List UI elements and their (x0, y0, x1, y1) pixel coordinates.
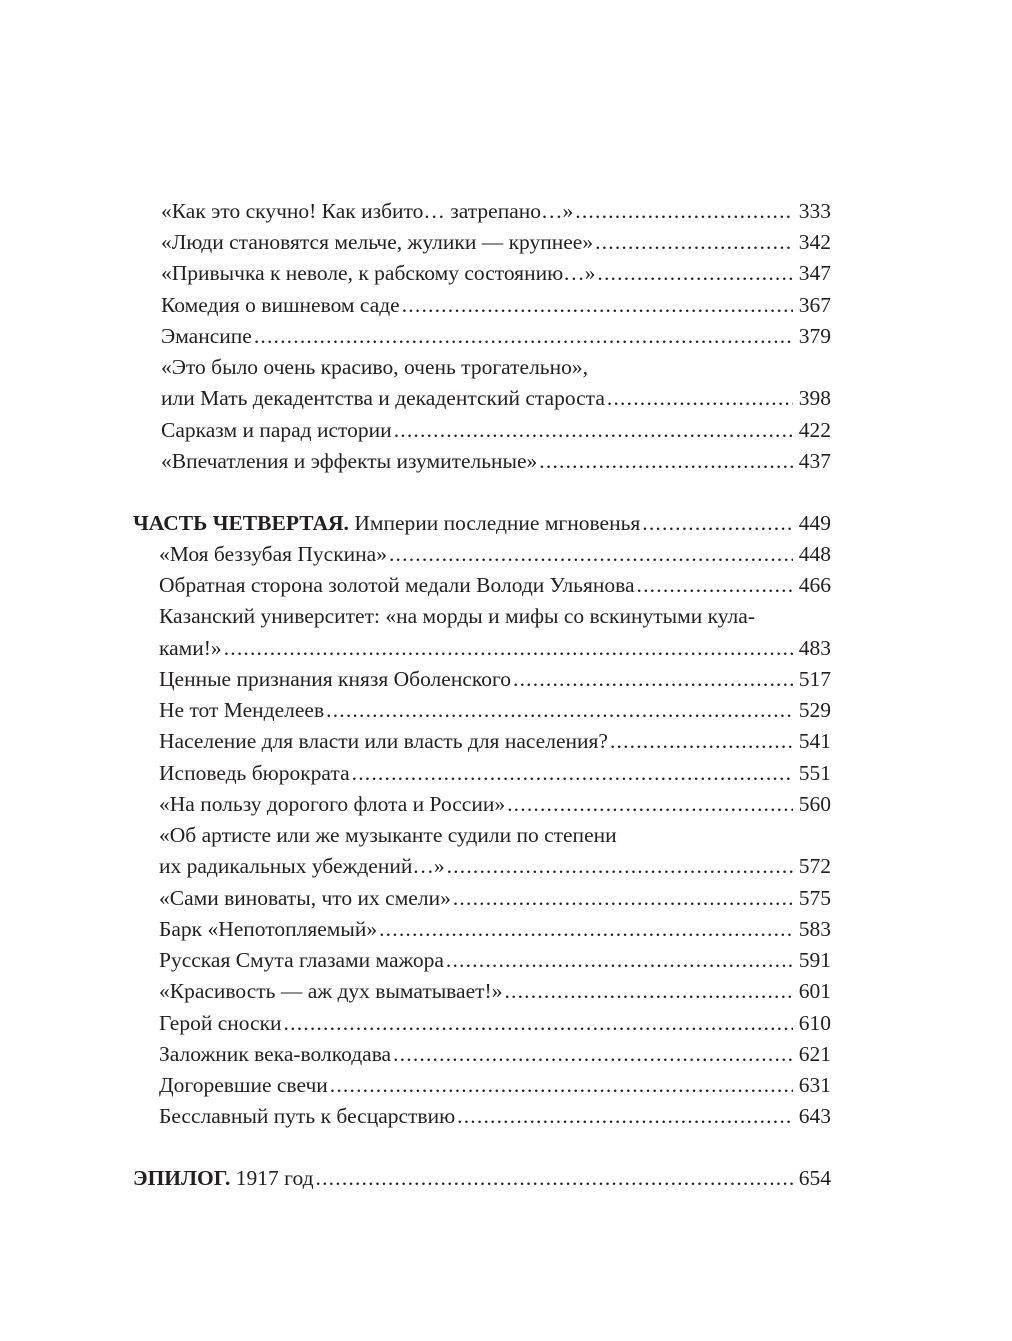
toc-entry[interactable] (159, 1039, 831, 1069)
toc-entry[interactable] (161, 196, 831, 226)
toc-entry[interactable] (159, 1008, 831, 1038)
toc-entry-title: Население для власти или власть для населения? (159, 729, 608, 753)
dot-leader (330, 1070, 793, 1100)
toc-entry[interactable] (159, 539, 831, 569)
dot-leader (446, 945, 793, 975)
toc-entry-title: Комедия о вишневом саде (161, 293, 400, 317)
toc-entry[interactable] (159, 976, 831, 1006)
toc-entry[interactable] (161, 290, 831, 320)
toc-entry-title: «Красивость — аж дух выматывает!» (159, 979, 503, 1003)
toc-entry[interactable] (161, 383, 831, 413)
toc-entry-page: 621 (798, 1042, 831, 1066)
toc-epilogue-heading[interactable] (133, 1163, 831, 1193)
toc-entry-title: «Привычка к неволе, к рабскому состоянию…» (161, 261, 596, 285)
toc-entry[interactable] (161, 415, 831, 445)
part-label: ЭПИЛОГ. (133, 1166, 231, 1190)
toc-entry-title: Сарказм и парад истории (161, 418, 392, 442)
toc-entry-title: Бесславный путь к бесцарствию (159, 1104, 456, 1128)
toc-entry[interactable] (159, 1070, 831, 1100)
toc-entry-page: 466 (798, 573, 831, 597)
dot-leader (254, 321, 793, 351)
toc-part-heading[interactable] (133, 508, 831, 538)
toc-entry-page: 517 (798, 667, 831, 691)
toc-entry-page: 654 (798, 1166, 831, 1190)
toc-entry-title: Герой сноски (159, 1011, 282, 1035)
dot-leader (453, 883, 793, 913)
toc-entry-title: 1917 год (235, 1166, 314, 1190)
toc-entry-page: 551 (798, 761, 831, 785)
dot-leader (447, 851, 793, 881)
toc-entry-page: 342 (798, 230, 831, 254)
toc-entry-title: «Как это скучно! Как избито… затрепано…» (161, 199, 574, 223)
dot-leader (326, 695, 793, 725)
part-label: ЧАСТЬ ЧЕТВЕРТАЯ. (133, 511, 349, 535)
toc-entry[interactable] (159, 789, 831, 819)
toc-entry-title: Ценные признания князя Оболенского (159, 667, 512, 691)
toc-entry-page: 591 (798, 948, 831, 972)
toc-entry[interactable] (159, 883, 831, 913)
toc-entry-page: 333 (798, 199, 831, 223)
dot-leader (637, 570, 793, 600)
toc-entry-title-line: «Об артисте или же музыканте судили по степени (159, 823, 617, 847)
toc-entry-page: 575 (798, 886, 831, 910)
toc-entry[interactable] (159, 570, 831, 600)
toc-entry-page: 483 (798, 636, 831, 660)
toc-entry-page: 572 (798, 854, 831, 878)
toc-entry[interactable] (161, 227, 831, 257)
dot-leader (513, 664, 793, 694)
toc-entry-title: Исповедь бюрократа (159, 761, 350, 785)
toc-entry-title: или Мать декадентства и декадентский староста (161, 386, 605, 410)
toc-entry-page: 379 (798, 324, 831, 348)
toc-entry-title: «Впечатления и эффекты изумительные» (161, 449, 538, 473)
dot-leader (595, 227, 793, 257)
toc-entry-page: 448 (798, 542, 831, 566)
dot-leader (539, 446, 793, 476)
dot-leader (457, 1101, 793, 1131)
toc-entry-page: 643 (798, 1104, 831, 1128)
toc-entry-title-line: «Это было очень красиво, очень трогательно», (161, 355, 588, 379)
toc-entry-title: Заложник века-волкодава (159, 1042, 392, 1066)
toc-entry[interactable] (159, 726, 831, 756)
toc-entry-title: «На пользу дорогого флота и России» (159, 792, 506, 816)
dot-leader (284, 1008, 793, 1038)
toc-entry-page: 601 (798, 979, 831, 1003)
toc-entry[interactable] (159, 851, 831, 881)
dot-leader (394, 415, 793, 445)
toc-entry-title-line: Казанский университет: «на морды и мифы со вскинутыми кула- (159, 604, 755, 628)
toc-entry-title: Барк «Непотопляемый» (159, 917, 378, 941)
dot-leader (575, 196, 793, 226)
toc-entry-page: 422 (798, 418, 831, 442)
toc-entry[interactable] (159, 945, 831, 975)
dot-leader (316, 1163, 793, 1193)
dot-leader (224, 633, 793, 663)
toc-entry[interactable] (159, 914, 831, 944)
toc-entry-title: ками!» (159, 636, 222, 660)
dot-leader (352, 758, 793, 788)
toc-entry[interactable] (159, 633, 831, 663)
toc-entry-page: 449 (798, 511, 831, 535)
toc-entry-page: 610 (798, 1011, 831, 1035)
toc-entry-title: Империи последние мгновенья (354, 511, 641, 535)
toc-entry[interactable] (159, 758, 831, 788)
toc-entry-page: 583 (798, 917, 831, 941)
toc-entry-page: 529 (798, 698, 831, 722)
toc-entry[interactable] (161, 446, 831, 476)
dot-leader (642, 508, 793, 538)
dot-leader (389, 539, 793, 569)
toc-entry-page: 631 (798, 1073, 831, 1097)
toc-entry-title: их радикальных убеждений…» (159, 854, 445, 878)
toc-entry-title: Догоревшие свечи (159, 1073, 328, 1097)
toc-entry-page: 541 (798, 729, 831, 753)
dot-leader (379, 914, 793, 944)
toc-entry-title: «Люди становятся мельче, жулики — крупнее» (161, 230, 594, 254)
dot-leader (507, 789, 793, 819)
toc-entry[interactable] (159, 1101, 831, 1131)
dot-leader (607, 383, 793, 413)
toc-entry-title: «Сами виноваты, что их смели» (159, 886, 451, 910)
toc-entry-page: 398 (798, 386, 831, 410)
toc-entry-page: 560 (798, 792, 831, 816)
toc-entry-title: Не тот Менделеев (159, 698, 325, 722)
toc-entry-page: 367 (798, 293, 831, 317)
toc-entry-title: Эмансипе (161, 324, 252, 348)
dot-leader (610, 726, 793, 756)
toc-entry[interactable] (159, 695, 831, 725)
toc-entry[interactable] (161, 258, 831, 288)
dot-leader (597, 258, 793, 288)
toc-entry-title: «Моя беззубая Пускина» (159, 542, 387, 566)
toc-entry-title: Русская Смута глазами мажора (159, 948, 444, 972)
dot-leader (504, 976, 793, 1006)
toc-entry-title: Обратная сторона золотой медали Володи Ульянова (159, 573, 635, 597)
toc-entry[interactable] (159, 664, 831, 694)
toc-entry[interactable] (161, 321, 831, 351)
toc-entry-page: 347 (798, 261, 831, 285)
dot-leader (393, 1039, 793, 1069)
dot-leader (402, 290, 793, 320)
toc-entry-page: 437 (798, 449, 831, 473)
